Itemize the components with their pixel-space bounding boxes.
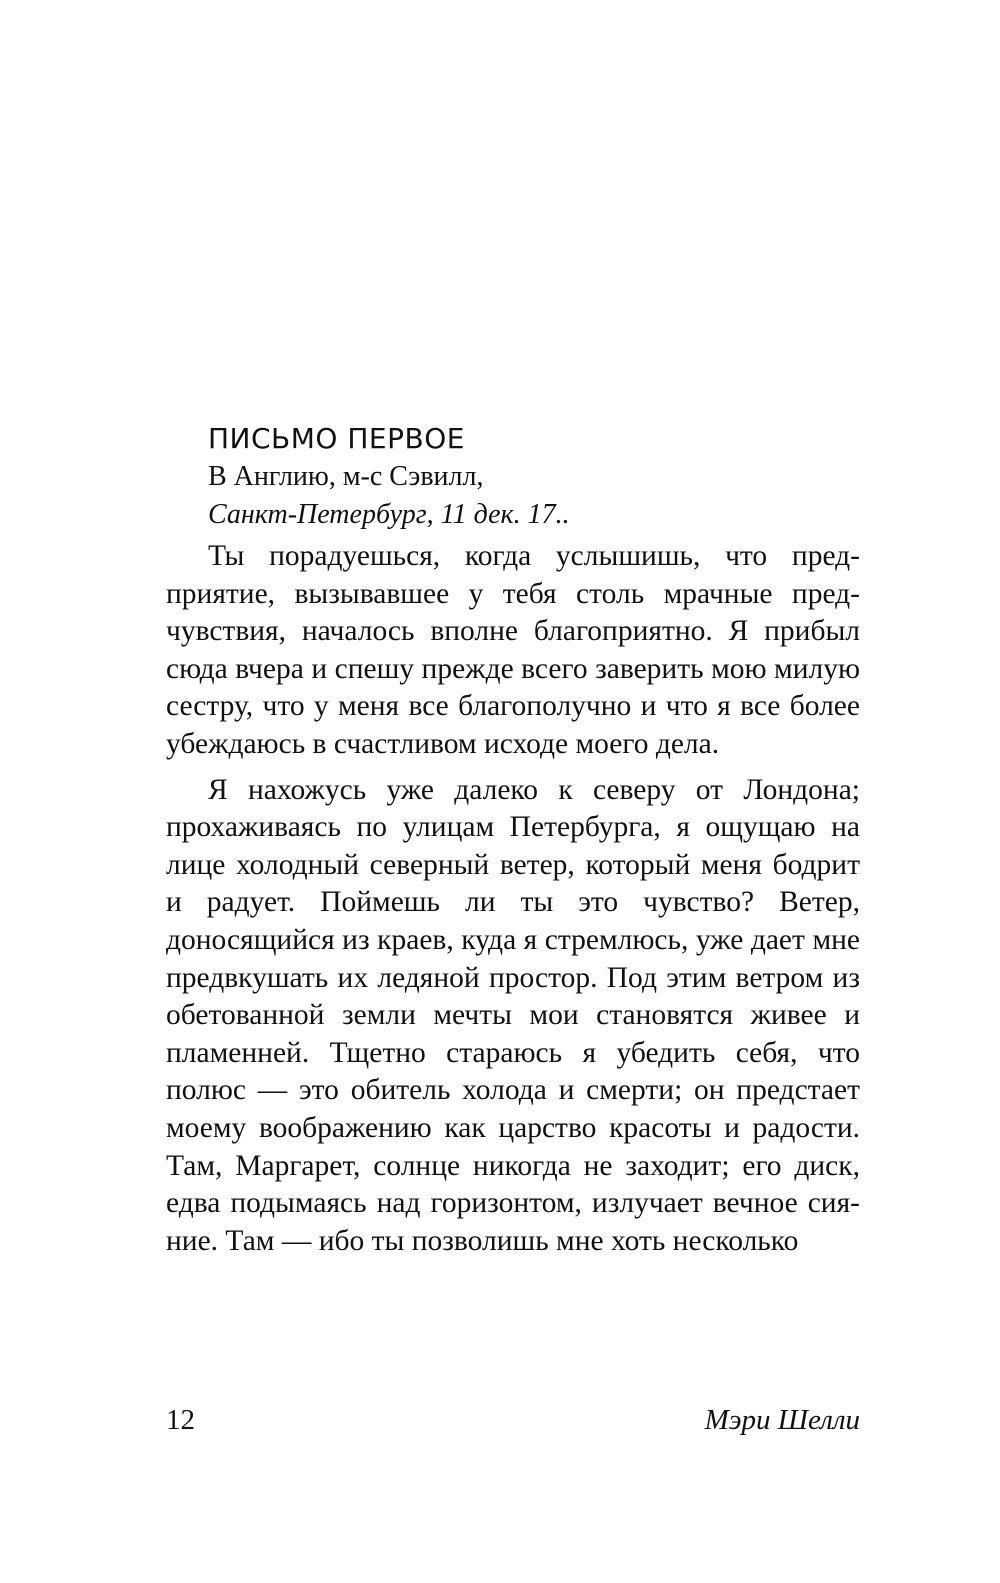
paragraph: Я нахожусь уже далеко к северу от Лондона; прохаживаясь по улицам Петербурга, я ощущаю на лице холодный северный ветер, который меня бодрит и радует. Поймешь ли ты это чувство? Ветер, доносящийся из краев, куда я стремлюсь, уже дает мне предвкушать их ледяной простор. Под этим ветром из обетованной земли мечты мои становятся живее и пламенней. Тщетно стараюсь я убедить себя, что полюс — это обитель холода и смерти; он предстает моему воображению как царство красоты и радости. Там, Маргарет, солнце никогда не заходит; его диск, едва подымаясь над горизонтом, излучает вечное сияние. Там — ибо ты позволишь мне хоть несколько (166, 773, 860, 1257)
letter-addressee: В Англию, м-с Сэвилл, (208, 461, 484, 492)
letter-place-date: Санкт-Петербург, 11 дек. 17.. (208, 499, 570, 530)
page-footer (166, 1400, 860, 1440)
page-number: 12 (166, 1404, 195, 1436)
body-text (166, 538, 860, 1268)
paragraph: Ты порадуешься, когда услышишь, что предприятие, вызывавшее у тебя столь мрачные предчувствия, началось вполне благоприятно. Я прибыл сюда вчера и спешу прежде всего заверить мою милую сестру, что у меня все благополучно и что я все более убеждаюсь в счастливом исходе моего дела. (166, 540, 860, 760)
letter-heading (208, 420, 858, 534)
running-author: Мэри Шелли (704, 1404, 860, 1436)
letter-title: ПИСЬМО ПЕРВОЕ (208, 422, 465, 455)
